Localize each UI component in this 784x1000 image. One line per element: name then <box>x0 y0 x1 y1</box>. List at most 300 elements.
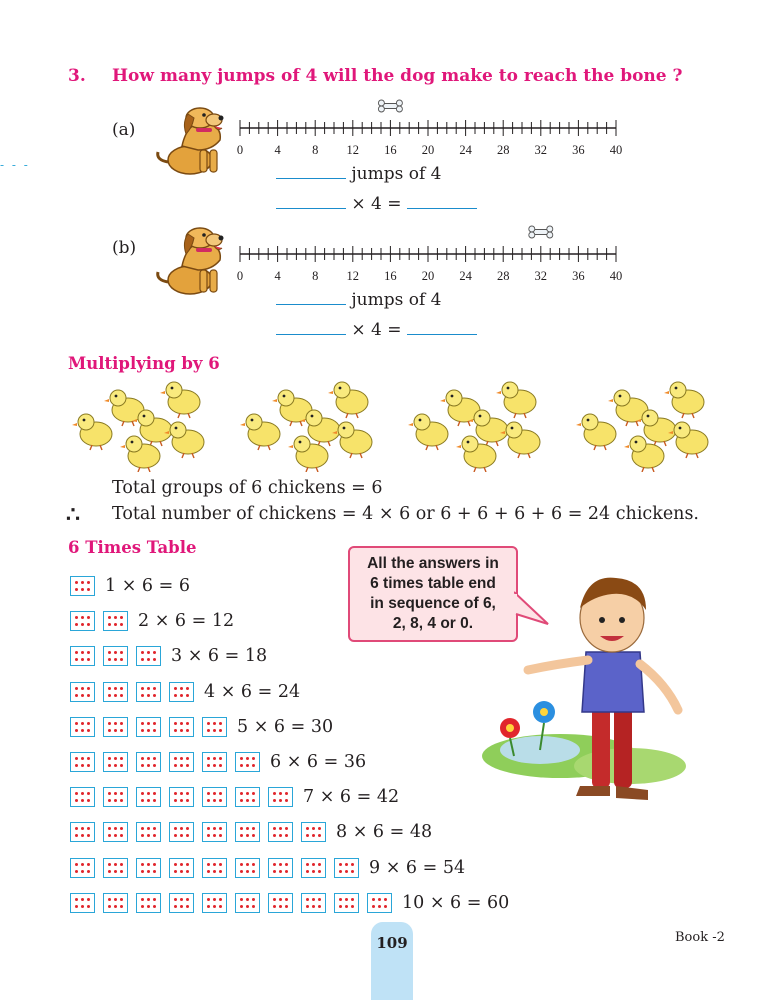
dot <box>81 623 84 626</box>
tick-label: 12 <box>346 143 360 157</box>
tick-label: 24 <box>459 269 472 283</box>
dot <box>81 799 84 802</box>
tick-label: 20 <box>421 269 435 283</box>
dot <box>174 898 177 901</box>
dot <box>246 764 249 767</box>
section-title-times-table: 6 Times Table <box>68 538 197 557</box>
dot <box>75 687 78 690</box>
dot-box <box>70 752 95 772</box>
dot <box>174 827 177 830</box>
dot <box>246 905 249 908</box>
dot <box>384 905 387 908</box>
chick-icon <box>496 382 536 418</box>
dot <box>114 799 117 802</box>
dot <box>180 694 183 697</box>
dot <box>306 905 309 908</box>
dot <box>213 827 216 830</box>
chick-icon <box>328 382 368 418</box>
dot <box>186 764 189 767</box>
dot-box <box>103 787 128 807</box>
dot <box>87 898 90 901</box>
dot <box>279 863 282 866</box>
dot-box <box>70 787 95 807</box>
dot <box>240 827 243 830</box>
dog-icon <box>152 106 236 178</box>
therefore-symbol: ∴ <box>66 502 80 528</box>
times-table-row <box>70 751 366 773</box>
times-table-row <box>70 786 399 808</box>
dot <box>219 834 222 837</box>
dot <box>141 870 144 873</box>
dot <box>207 757 210 760</box>
dot <box>108 827 111 830</box>
part-b-label: (b) <box>112 238 137 258</box>
dot-box <box>103 611 128 631</box>
tick-label: 36 <box>572 143 585 157</box>
answer-blank[interactable] <box>276 290 346 305</box>
dot <box>141 729 144 732</box>
dot <box>351 870 354 873</box>
dot <box>240 870 243 873</box>
dot <box>306 898 309 901</box>
dot <box>120 757 123 760</box>
dot-box <box>136 893 161 913</box>
dot-box <box>235 822 260 842</box>
dot <box>147 827 150 830</box>
bubble-line: 2, 8, 4 or 0. <box>392 615 474 632</box>
dot <box>141 658 144 661</box>
dot <box>81 588 84 591</box>
dot <box>114 792 117 795</box>
dot <box>318 834 321 837</box>
dot <box>114 651 117 654</box>
dot <box>318 827 321 830</box>
dot <box>141 651 144 654</box>
dot <box>141 722 144 725</box>
dot <box>153 905 156 908</box>
times-table-row <box>70 645 267 667</box>
total-line: Total number of chickens = 4 × 6 or 6 + 6 + 6 + 6 = 24 chickens. <box>112 504 699 524</box>
dot <box>180 905 183 908</box>
question-text: How many jumps of 4 will the dog make to reach the bone ? <box>112 66 683 86</box>
dot <box>312 827 315 830</box>
chick-icon <box>668 422 708 458</box>
dot <box>339 898 342 901</box>
tick-label: 24 <box>459 143 472 157</box>
dot <box>345 898 348 901</box>
times-table-row <box>70 610 234 632</box>
dot <box>141 905 144 908</box>
bone-icon <box>378 100 402 112</box>
dot <box>372 905 375 908</box>
dot <box>174 722 177 725</box>
dot <box>75 616 78 619</box>
dot-box <box>136 858 161 878</box>
bubble-line: 6 times table end <box>370 575 496 592</box>
dot <box>87 834 90 837</box>
dot <box>87 729 90 732</box>
dot <box>75 792 78 795</box>
dot <box>153 687 156 690</box>
dot <box>384 898 387 901</box>
dot <box>318 870 321 873</box>
dot-box <box>169 682 194 702</box>
dot <box>108 764 111 767</box>
dot <box>180 687 183 690</box>
dot <box>279 834 282 837</box>
dot-box <box>169 752 194 772</box>
answer-blank[interactable] <box>407 320 477 335</box>
dot-box <box>367 893 392 913</box>
answer-blank[interactable] <box>276 164 346 179</box>
book-label: Book -2 <box>675 930 725 945</box>
dot <box>153 658 156 661</box>
times-fact: 6 × 6 = 36 <box>270 752 367 772</box>
jumps-label: jumps of 4 <box>351 290 442 310</box>
chick-icon <box>164 422 204 458</box>
dot <box>213 729 216 732</box>
dot <box>219 729 222 732</box>
dot <box>279 870 282 873</box>
dot <box>75 863 78 866</box>
bubble-line: All the answers in <box>367 555 499 572</box>
times-fact: 3 × 6 = 18 <box>171 646 268 667</box>
dot-box <box>268 893 293 913</box>
dot <box>351 863 354 866</box>
times-fact: 9 × 6 = 54 <box>369 857 466 878</box>
dot <box>147 658 150 661</box>
dot <box>147 687 150 690</box>
dot <box>147 898 150 901</box>
dot <box>351 905 354 908</box>
dot-box <box>235 893 260 913</box>
dot <box>186 863 189 866</box>
dot <box>273 898 276 901</box>
dot <box>246 757 249 760</box>
dot <box>114 722 117 725</box>
dot-box <box>301 858 326 878</box>
dot <box>147 834 150 837</box>
dot <box>219 722 222 725</box>
dot <box>285 905 288 908</box>
dot <box>186 757 189 760</box>
dot <box>120 863 123 866</box>
dot <box>252 792 255 795</box>
chick-icon <box>332 422 372 458</box>
dot <box>174 694 177 697</box>
dot <box>87 764 90 767</box>
dot <box>246 870 249 873</box>
dot <box>240 764 243 767</box>
dot <box>81 694 84 697</box>
tick-label: 36 <box>572 269 585 283</box>
dot-box <box>202 752 227 772</box>
dot <box>114 687 117 690</box>
dot <box>87 687 90 690</box>
tick-label: 12 <box>346 269 360 283</box>
dot <box>87 658 90 661</box>
dot <box>141 694 144 697</box>
dot <box>180 729 183 732</box>
dot <box>273 834 276 837</box>
tick-label: 16 <box>384 143 397 157</box>
bubble-line: in sequence of 6, <box>370 595 496 612</box>
times-table-row <box>70 716 333 738</box>
times-fact: 4 × 6 = 24 <box>204 681 301 702</box>
dot <box>186 898 189 901</box>
dot <box>213 834 216 837</box>
dot <box>75 729 78 732</box>
dot <box>213 722 216 725</box>
dot-box <box>169 717 194 737</box>
dot <box>108 870 111 873</box>
dot <box>75 651 78 654</box>
tick-label: 40 <box>609 269 623 283</box>
dot <box>114 870 117 873</box>
dot <box>219 898 222 901</box>
dot <box>273 863 276 866</box>
dot-box <box>268 787 293 807</box>
dot <box>147 722 150 725</box>
dot <box>174 870 177 873</box>
dot <box>378 898 381 901</box>
dot <box>108 623 111 626</box>
dot <box>75 581 78 584</box>
dot <box>141 687 144 690</box>
dot-box <box>202 822 227 842</box>
dot <box>219 757 222 760</box>
dot <box>81 905 84 908</box>
dot <box>351 898 354 901</box>
dot <box>240 757 243 760</box>
dot-box <box>136 787 161 807</box>
chick-group <box>402 380 552 472</box>
dot <box>75 799 78 802</box>
dot <box>87 905 90 908</box>
dot <box>174 799 177 802</box>
section-title-multiplying: Multiplying by 6 <box>68 354 220 373</box>
times-fact: 8 × 6 = 48 <box>336 822 433 843</box>
dot <box>81 687 84 690</box>
dot <box>120 792 123 795</box>
dot <box>114 905 117 908</box>
dot <box>207 834 210 837</box>
dot <box>141 799 144 802</box>
dot-box <box>202 787 227 807</box>
dot <box>312 834 315 837</box>
dot <box>252 898 255 901</box>
dot <box>339 905 342 908</box>
tick-label: 0 <box>236 143 244 157</box>
dog-icon <box>152 226 236 298</box>
dot <box>252 799 255 802</box>
dot <box>207 799 210 802</box>
dot-box <box>334 893 359 913</box>
page-number: 109 <box>376 934 408 952</box>
dot <box>87 757 90 760</box>
dot <box>87 694 90 697</box>
times-fact: 10 × 6 = 60 <box>402 892 510 913</box>
dot <box>174 792 177 795</box>
dot-box <box>136 752 161 772</box>
dot <box>75 827 78 830</box>
answer-blank[interactable] <box>276 320 346 335</box>
dot <box>180 764 183 767</box>
dot <box>213 863 216 866</box>
dot <box>312 898 315 901</box>
dot <box>273 905 276 908</box>
dot <box>240 863 243 866</box>
dot <box>279 898 282 901</box>
dot <box>174 863 177 866</box>
dot <box>153 834 156 837</box>
dot <box>87 722 90 725</box>
dot <box>147 651 150 654</box>
dot <box>81 729 84 732</box>
dot <box>120 764 123 767</box>
dot <box>213 870 216 873</box>
dot <box>186 834 189 837</box>
dot <box>252 827 255 830</box>
dot <box>153 722 156 725</box>
dot <box>153 764 156 767</box>
dot <box>285 827 288 830</box>
chick-group <box>66 380 216 472</box>
dot <box>306 834 309 837</box>
dot-box <box>103 822 128 842</box>
dot-box <box>136 717 161 737</box>
dot <box>246 834 249 837</box>
dot <box>114 729 117 732</box>
jumps-line-b <box>276 290 442 310</box>
dot <box>81 870 84 873</box>
dot-box <box>70 611 95 631</box>
dot <box>81 658 84 661</box>
dot-box <box>268 822 293 842</box>
dot <box>207 729 210 732</box>
dot <box>87 616 90 619</box>
dot <box>141 834 144 837</box>
tick-label: 40 <box>609 143 623 157</box>
dot <box>108 616 111 619</box>
dot <box>81 651 84 654</box>
dot-box <box>169 787 194 807</box>
dot <box>81 581 84 584</box>
dot <box>339 863 342 866</box>
margin-dashes: - - - <box>0 158 30 172</box>
dot <box>147 792 150 795</box>
dot <box>114 834 117 837</box>
chick-group <box>570 380 720 472</box>
dot <box>252 764 255 767</box>
dot <box>114 694 117 697</box>
dot <box>207 905 210 908</box>
dot <box>108 687 111 690</box>
dot <box>75 722 78 725</box>
dot <box>141 792 144 795</box>
dot-box <box>202 717 227 737</box>
dot <box>81 792 84 795</box>
dot <box>273 792 276 795</box>
dot <box>120 834 123 837</box>
dot <box>153 898 156 901</box>
dot <box>108 834 111 837</box>
chick-icon <box>72 414 112 450</box>
times-table-row <box>70 857 465 879</box>
chick-group <box>234 380 384 472</box>
dot <box>345 870 348 873</box>
tick-label: 8 <box>312 143 319 157</box>
groups-line: Total groups of 6 chickens = 6 <box>112 478 383 498</box>
dot <box>120 729 123 732</box>
tick-label: 20 <box>421 143 435 157</box>
dot <box>114 658 117 661</box>
dot-box <box>103 646 128 666</box>
dot <box>147 757 150 760</box>
dot <box>75 898 78 901</box>
answer-blank[interactable] <box>276 194 346 209</box>
dot <box>372 898 375 901</box>
dot <box>108 722 111 725</box>
dot <box>87 870 90 873</box>
dot <box>180 898 183 901</box>
dot <box>219 870 222 873</box>
dot <box>153 870 156 873</box>
dot <box>75 588 78 591</box>
dot <box>207 764 210 767</box>
number-line-a <box>232 96 632 162</box>
dot-box <box>301 893 326 913</box>
dot <box>252 863 255 866</box>
dot-box <box>70 576 95 596</box>
dot <box>141 827 144 830</box>
dot <box>285 834 288 837</box>
dot-box <box>70 858 95 878</box>
dot <box>174 834 177 837</box>
dot-box <box>268 858 293 878</box>
dot <box>81 898 84 901</box>
tick-label: 28 <box>496 269 510 283</box>
dot <box>213 764 216 767</box>
dot <box>87 799 90 802</box>
jumps-line-a <box>276 164 442 184</box>
dot-box <box>70 717 95 737</box>
dot <box>240 898 243 901</box>
dot <box>114 757 117 760</box>
dot <box>87 863 90 866</box>
chick-groups <box>66 380 726 472</box>
times-fact: 1 × 6 = 6 <box>105 576 190 596</box>
dot <box>207 827 210 830</box>
dot <box>108 863 111 866</box>
dot <box>285 792 288 795</box>
dot <box>279 905 282 908</box>
dot <box>87 792 90 795</box>
dot <box>252 905 255 908</box>
chick-icon <box>408 414 448 450</box>
dot <box>114 623 117 626</box>
dot <box>114 863 117 866</box>
dot <box>141 764 144 767</box>
answer-blank[interactable] <box>407 194 477 209</box>
dot <box>240 905 243 908</box>
dot <box>213 905 216 908</box>
dot <box>141 863 144 866</box>
dot <box>318 898 321 901</box>
dot <box>108 757 111 760</box>
tick-label: 8 <box>312 269 319 283</box>
dot <box>81 834 84 837</box>
